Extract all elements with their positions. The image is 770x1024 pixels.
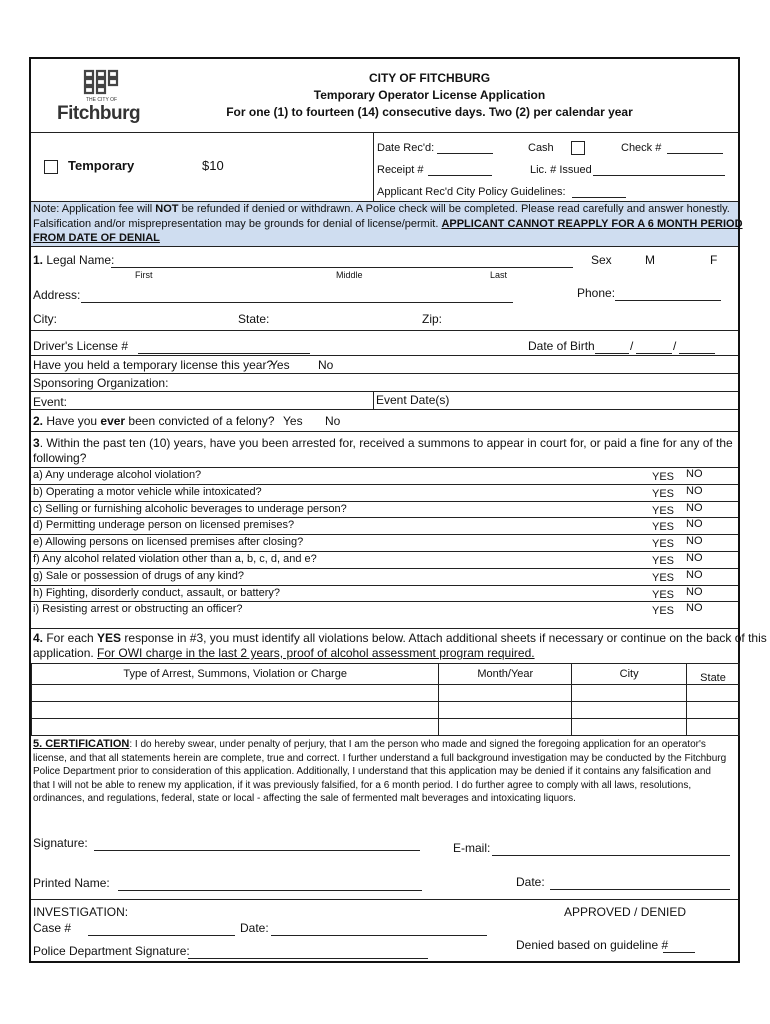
col-city: City [572,664,687,685]
signature-label: Signature: [33,836,88,850]
violation-no-option[interactable]: NO [686,568,703,581]
list-item [31,517,738,534]
felony-no[interactable]: No [325,414,341,428]
case-field[interactable] [88,921,235,936]
sponsor-row [31,373,738,391]
temp-license-yes[interactable]: Yes [270,358,290,372]
section3-intro-line2: following? [33,451,87,465]
signature-field[interactable] [94,836,420,851]
legal-name-label: 1. Legal Name: [33,253,115,267]
temporary-checkbox[interactable] [44,160,58,174]
violations-table-header [32,664,740,685]
violation-yes-option[interactable]: YES [652,471,675,483]
drivers-license-label: Driver's License # [33,339,128,353]
zip-label: Zip: [422,312,443,326]
title-city: CITY OF FITCHBURG [368,71,491,85]
violation-question: b) Operating a motor vehicle while intoxicated? [33,485,262,498]
investigation-date-label: Date: [240,921,269,935]
violation-no-option[interactable]: NO [686,585,703,598]
list-item [31,601,738,618]
title-period: For one (1) to fourteen (14) consecutive days. Two (2) per calendar year [226,105,633,119]
case-label: Case # [33,921,72,935]
violation-question: e) Allowing persons on licensed premises after closing? [33,536,304,549]
denied-guideline-field[interactable] [663,938,695,953]
printed-name-row [31,873,738,897]
drivers-license-field[interactable] [138,339,310,354]
violation-yes-option[interactable]: YES [652,504,675,517]
date-label: Date: [516,875,545,889]
col-state: State [687,664,740,685]
receipt-field[interactable] [428,164,492,176]
address-label: Address: [33,288,81,302]
violation-question: f) Any alcohol related violation other than a, b, c, d, and e? [33,553,317,565]
violation-no-option[interactable]: NO [686,535,703,548]
violation-no-option[interactable]: NO [686,552,703,564]
felony-question: 2. Have you ever been convicted of a felony? [33,414,275,428]
section4-intro [31,628,767,663]
violation-question: c) Selling or furnishing alcoholic beverages to underage person? [33,502,347,515]
note-box [31,201,743,246]
investigation-date-field[interactable] [271,921,487,936]
felony-row [31,409,738,431]
email-field[interactable] [492,841,730,856]
section3-intro-line1: 3. Within the past ten (10) years, have you been arrested for, received a summons to appear in court for, or paid a fine for any of the [33,436,733,450]
violation-yes-option[interactable]: YES [652,555,675,567]
violation-question: a) Any underage alcohol violation? [33,469,202,481]
table-row[interactable] [32,719,740,736]
city-label: City: [33,312,57,326]
legal-name-row [31,246,738,302]
check-label: Check # [621,142,662,154]
violations-table [31,663,740,736]
phone-label: Phone: [577,286,616,300]
violation-question: h) Fighting, disorderly conduct, assault, or battery? [33,586,281,599]
violation-no-option[interactable]: NO [686,468,703,480]
police-signature-field[interactable] [188,944,428,959]
cash-checkbox[interactable] [571,141,585,155]
violation-question: i) Resisting arrest or obstructing an officer? [33,603,243,616]
drivers-license-row: Driver's License # Date of Birth / / [31,330,738,358]
violation-no-option[interactable]: NO [686,501,703,514]
date-field[interactable] [550,875,730,890]
table-row[interactable] [32,685,740,702]
first-name-caption: First [135,270,153,280]
guidelines-field[interactable] [572,186,626,198]
list-item [31,484,738,501]
check-field[interactable] [667,142,723,154]
logo-name: Fitchburg [57,103,141,124]
temporary-label: Temporary [68,158,135,173]
section4-line2: application. For OWI charge in the last 2 years, proof of alcohol assessment program required. [33,646,535,660]
violation-no-option[interactable]: NO [686,602,703,615]
event-label: Event: [33,395,68,409]
table-row[interactable] [32,702,740,719]
email-label: E-mail: [453,841,491,855]
printed-name-field[interactable] [118,876,422,891]
date-recd-label: Date Rec'd: [377,142,435,154]
sponsor-label: Sponsoring Organization: [33,376,169,390]
list-item [31,467,738,484]
list-item [31,568,738,585]
address-field[interactable] [81,288,513,303]
fee-amount: $10 [202,158,224,173]
violation-yes-option[interactable]: YES [652,538,675,551]
note-line-2: Falsification and/or misprepresentation may be grounds for denial of license/permit. APPLICANT CANNOT REAPPLY FOR A 6 MONTH PERIOD [33,218,743,230]
violation-yes-option[interactable]: YES [652,605,675,618]
list-item [31,585,738,602]
temp-license-question: Have you held a temporary license this year? [33,358,274,372]
note-line-3: FROM DATE OF DENIAL [33,232,160,244]
investigation-section [31,899,738,963]
temp-license-no[interactable]: No [318,358,334,372]
guidelines-label: Applicant Rec'd City Policy Guidelines: [377,186,566,198]
lic-issued-label: Lic. # Issued [530,164,592,176]
header [31,59,738,132]
violation-yes-option[interactable]: YES [652,588,675,601]
certification-section [31,735,738,875]
violation-no-option[interactable]: NO [686,484,703,497]
col-type: Type of Arrest, Summons, Violation or Charge [32,664,439,685]
violation-yes-option[interactable]: YES [652,521,675,534]
certification-text: 5. CERTIFICATION: I do hereby swear, under penalty of perjury, that I am the person who made and signed the foregoing application for an operator's license, and that all statements herein are complete, true and correct. I further understand a full background investigation may be conducted by the Fitchburg Police Department prior to consideration of this application. Additionally, I understand that this application may be denied if it contains any falsification and that I will not be able to renew my application, if it was previously falsified, for a 6 month period. I do further agree to comply with all laws, resolutions, ordinances, and regulations, federal, state or local - affecting the sale of fermented malt beverages and intoxicating liquors. [33,738,727,804]
sex-f-option[interactable]: F [710,253,718,267]
title-application: Temporary Operator License Application [313,88,546,102]
approved-denied-label[interactable]: APPROVED / DENIED [564,905,687,919]
sex-label: Sex [591,253,612,267]
state-label: State: [238,312,270,326]
cash-label: Cash [528,142,554,154]
receipt-label: Receipt # [377,164,424,176]
middle-name-caption: Middle [336,270,363,280]
last-name-caption: Last [490,270,508,280]
investigation-label: INVESTIGATION: [33,905,129,919]
col-month-year: Month/Year [439,664,572,685]
note-line-1: Note: Application fee will NOT be refunded if denied or withdrawn. A Police check will be completed. Please read carefully and answer honestly. [33,203,730,215]
section3-intro [31,431,738,467]
police-signature-label: Police Department Signature: [33,944,190,958]
section4-line1: 4. For each YES response in #3, you must identify all violations below. Attach additional sheets if necessary or continue on the back of this [33,631,767,645]
sex-m-option[interactable]: M [645,253,655,267]
logo-small-text: THE CITY OF [86,97,118,103]
violation-yes-option[interactable]: YES [652,487,675,500]
list-item [31,534,738,551]
event-row [31,391,738,409]
violation-question: d) Permitting underage person on licensed premises? [33,519,295,532]
violation-question: g) Sale or possession of drugs of any kind? [33,569,244,582]
legal-name-field[interactable] [111,253,573,268]
application-form [29,57,767,963]
list-item [31,551,738,568]
dob-year-field[interactable] [679,339,715,354]
dob-month-field[interactable] [595,339,629,354]
date-recd-field[interactable] [437,142,493,154]
denied-guideline-label: Denied based on guideline # [516,938,669,952]
event-dates-label: Event Date(s) [376,393,450,407]
phone-field[interactable] [615,286,721,301]
office-section [31,132,738,201]
dob-day-field[interactable] [636,339,672,354]
lic-issued-field[interactable] [593,164,725,176]
list-item [31,501,738,518]
violation-yes-option[interactable]: YES [652,571,675,584]
felony-yes[interactable]: Yes [283,414,303,428]
dob-label: Date of Birth [528,339,595,353]
temp-license-row [31,355,738,373]
printed-name-label: Printed Name: [33,876,110,890]
violation-no-option[interactable]: NO [686,518,703,531]
